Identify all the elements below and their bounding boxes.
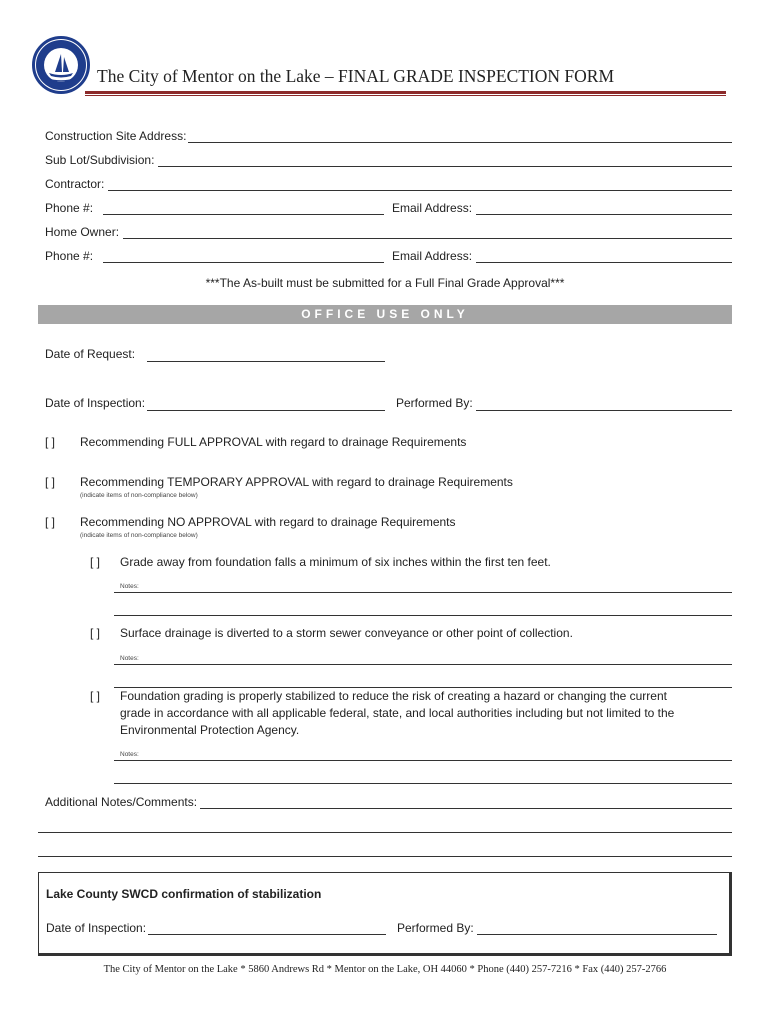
item3-notes-line1[interactable] xyxy=(114,760,732,761)
phone-label: Phone #: xyxy=(45,201,94,215)
full-approval-checkbox[interactable]: [ ] xyxy=(45,435,56,449)
item1-notes-line2[interactable] xyxy=(114,615,732,616)
swcd-date-inspection-field[interactable] xyxy=(148,934,386,935)
date-inspection-label: Date of Inspection: xyxy=(45,396,146,410)
home-owner-field[interactable] xyxy=(123,238,732,239)
swcd-heading: Lake County SWCD confirmation of stabilization xyxy=(46,887,322,901)
contractor-label: Contractor: xyxy=(45,177,105,191)
item2-notes-line1[interactable] xyxy=(114,664,732,665)
full-approval-label: Recommending FULL APPROVAL with regard to drainage Requirements xyxy=(80,435,467,449)
item3-notes-label: Notes: xyxy=(120,751,139,758)
asbuilt-note: ***The As-built must be submitted for a Full Final Grade Approval*** xyxy=(205,276,565,290)
item2-label: Surface drainage is diverted to a storm sewer conveyance or other point of collection. xyxy=(120,626,573,640)
swcd-confirmation-box xyxy=(38,872,732,956)
item2-checkbox[interactable]: [ ] xyxy=(90,626,101,640)
swcd-performed-by-label: Performed By: xyxy=(397,921,474,935)
office-use-text: OFFICE USE ONLY xyxy=(301,307,469,321)
item1-checkbox[interactable]: [ ] xyxy=(90,555,101,569)
additional-notes-line1[interactable] xyxy=(200,808,732,809)
page-title: The City of Mentor on the Lake – FINAL GRADE INSPECTION FORM xyxy=(97,66,615,86)
performed-by-label: Performed By: xyxy=(396,396,473,410)
office-use-banner xyxy=(38,305,732,324)
additional-notes-label: Additional Notes/Comments: xyxy=(45,795,198,809)
swcd-date-inspection-label: Date of Inspection: xyxy=(46,921,147,935)
date-inspection-field[interactable] xyxy=(147,410,385,411)
additional-notes-line3[interactable] xyxy=(38,856,732,857)
no-approval-note: (indicate items of non-compliance below) xyxy=(80,532,198,539)
item2-notes-label: Notes: xyxy=(120,655,139,662)
item1-label: Grade away from foundation falls a minimum of six inches within the first ten feet. xyxy=(120,555,551,569)
no-approval-checkbox[interactable]: [ ] xyxy=(45,515,56,529)
owner-phone-field[interactable] xyxy=(103,262,384,263)
owner-email-field[interactable] xyxy=(476,262,732,263)
swcd-performed-by-field[interactable] xyxy=(477,934,717,935)
title-rule xyxy=(85,91,726,94)
contractor-phone-field[interactable] xyxy=(103,214,384,215)
item3-notes-line2[interactable] xyxy=(114,783,732,784)
site-address-field[interactable] xyxy=(188,142,732,143)
sub-lot-field[interactable] xyxy=(158,166,732,167)
temporary-approval-label: Recommending TEMPORARY APPROVAL with regard to drainage Requirements xyxy=(80,475,513,489)
home-owner-label: Home Owner: xyxy=(45,225,120,239)
city-seal-icon xyxy=(35,39,87,91)
additional-notes-line2[interactable] xyxy=(38,832,732,833)
performed-by-field[interactable] xyxy=(476,410,732,411)
item3-checkbox[interactable]: [ ] xyxy=(90,689,101,703)
date-request-label: Date of Request: xyxy=(45,347,136,361)
item3-label: Foundation grading is properly stabilized to reduce the risk of creating a hazard or changing the current grade in accordance with all applicable federal, state, and local authorities including but not limited to the Environmental Protection Agency. xyxy=(120,689,675,737)
item1-notes-line1[interactable] xyxy=(114,592,732,593)
site-address-label: Construction Site Address: xyxy=(45,129,187,143)
footer-contact: The City of Mentor on the Lake * 5860 Andrews Rd * Mentor on the Lake, OH 44060 * Phone (440) 257-7216 * Fax (440) 257-2766 xyxy=(103,964,667,975)
email-label: Email Address: xyxy=(392,201,473,215)
temporary-approval-note: (indicate items of non-compliance below) xyxy=(80,492,198,499)
owner-phone-label: Phone #: xyxy=(45,249,94,263)
no-approval-label: Recommending NO APPROVAL with regard to drainage Requirements xyxy=(80,515,456,529)
contractor-email-field[interactable] xyxy=(476,214,732,215)
title-rule-thin xyxy=(85,95,726,96)
item1-notes-label: Notes: xyxy=(120,583,139,590)
temporary-approval-checkbox[interactable]: [ ] xyxy=(45,475,56,489)
sub-lot-label: Sub Lot/Subdivision: xyxy=(45,153,155,167)
date-request-field[interactable] xyxy=(147,361,385,362)
city-logo xyxy=(32,36,90,94)
owner-email-label: Email Address: xyxy=(392,249,473,263)
contractor-field[interactable] xyxy=(108,190,732,191)
